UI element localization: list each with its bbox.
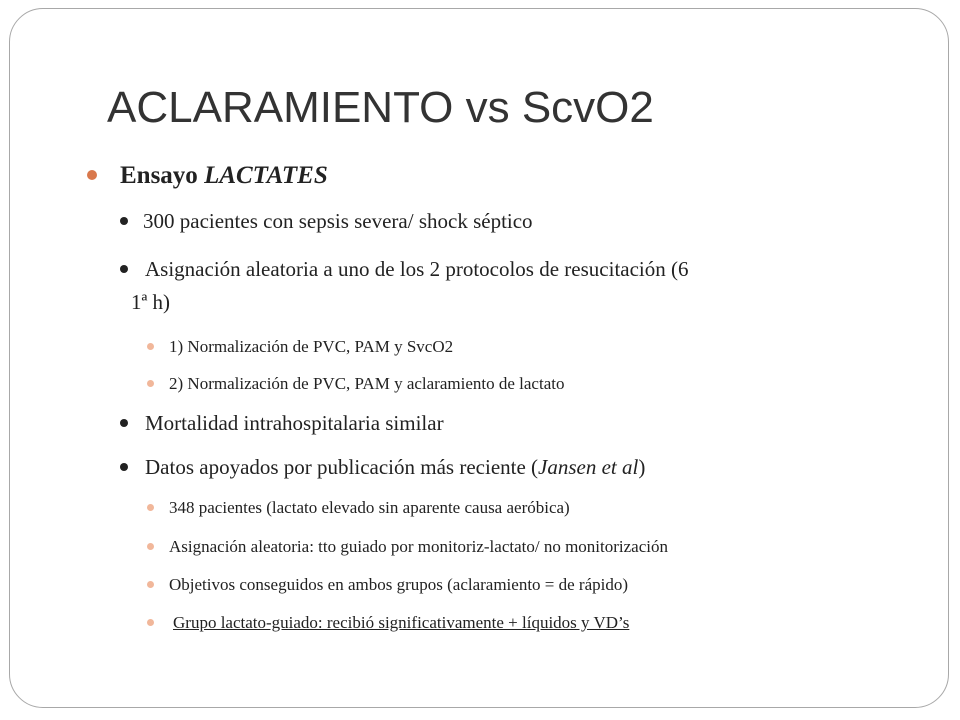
bullet-jansen-group: Grupo lactato-guiado: recibió significativamente + líquidos y VD’s [173,613,630,632]
bullet-randomization-line2: 1ª h) [131,290,171,314]
slide-title: ACLARAMIENTO vs ScvO2 [107,83,654,132]
bullet-dot-level3 [147,343,154,350]
bullet-jansen-randomization: Asignación aleatoria: tto guiado por monitoriz-lactato/ no monitorización [169,537,668,556]
bullet-dot-level2 [120,217,128,225]
bullet-support-text: Datos apoyados por publicación más reciente ( [145,455,539,479]
bullet-jansen-objectives: Objetivos conseguidos en ambos grupos (aclaramiento = de rápido) [169,575,629,594]
bullet-support [145,453,645,481]
bullet-mortality: Mortalidad intrahospitalaria similar [145,411,444,435]
bullet-dot-level3 [147,504,154,511]
bullet-randomization-line1: Asignación aleatoria a uno de los 2 protocolos de resucitación (6 [145,257,689,281]
bullet-dot-level2 [120,463,128,471]
bullet-protocol2: 2) Normalización de PVC, PAM y aclaramiento de lactato [169,374,565,393]
bullet-dot-level2 [120,265,128,273]
bullet-trial [120,160,328,192]
bullet-jansen-patients: 348 pacientes (lactato elevado sin aparente causa aeróbica) [169,498,570,517]
bullet-dot-level3 [147,380,154,387]
bullet-dot-level2 [120,419,128,427]
bullet-dot-level3 [147,581,154,588]
bullet-dot-level3 [147,543,154,550]
bullet-support-close: ) [638,455,646,479]
bullet-patients: 300 pacientes con sepsis severa/ shock séptico [143,209,533,233]
bullet-dot-level3 [147,619,154,626]
bullet-trial-name: LACTATES [204,162,328,189]
bullet-trial-label: Ensayo [120,162,205,189]
bullet-support-citation: Jansen et al [538,455,639,479]
bullet-protocol1: 1) Normalización de PVC, PAM y SvcO2 [169,337,454,356]
bullet-dot-level1 [87,170,97,180]
